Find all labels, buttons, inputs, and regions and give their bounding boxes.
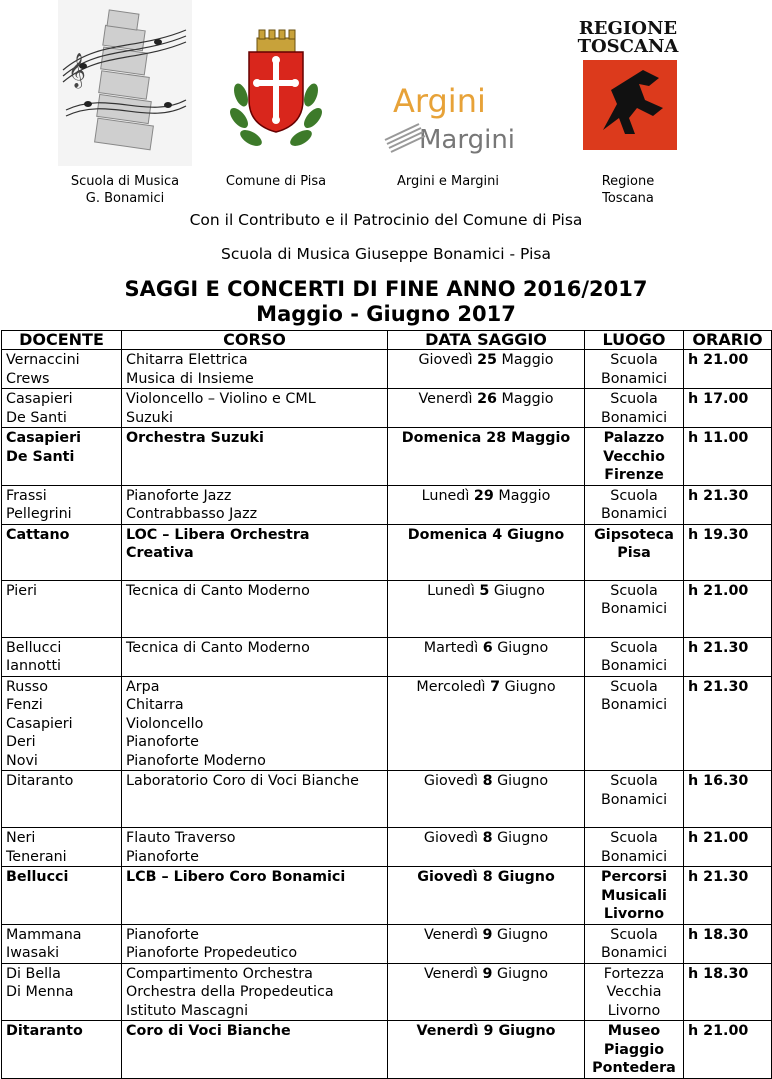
date-month: Giugno bbox=[493, 1023, 556, 1039]
table-row bbox=[2, 485, 772, 524]
date-day: Mercoledì bbox=[416, 678, 491, 695]
orario-cell: h 18.30 bbox=[684, 963, 772, 1021]
corso-cell: Pianoforte Jazz Contrabbasso Jazz bbox=[122, 485, 388, 524]
date-day: Domenica bbox=[407, 526, 493, 543]
school-line: Scuola di Musica Giuseppe Bonamici - Pisa bbox=[221, 245, 551, 263]
orario-cell: h 21.00 bbox=[684, 350, 772, 389]
docente-cell: Ditaranto bbox=[2, 771, 122, 828]
logo-argini-margini bbox=[378, 0, 518, 190]
date-month: Giugno bbox=[492, 639, 549, 656]
data-saggio-cell bbox=[388, 428, 585, 486]
header-corso: CORSO bbox=[122, 331, 388, 350]
date-number: 7 bbox=[490, 678, 501, 695]
orario-cell: h 21.30 bbox=[684, 637, 772, 676]
luogo-cell: Scuola Bonamici bbox=[585, 485, 684, 524]
regione-toscana-logo-icon bbox=[573, 0, 683, 166]
title-sub: Maggio - Giugno 2017 bbox=[256, 302, 516, 326]
schedule-body bbox=[2, 350, 772, 1079]
table-row bbox=[2, 428, 772, 486]
title-main: SAGGI E CONCERTI DI FINE ANNO 2016/2017 bbox=[124, 277, 648, 301]
orario-cell: h 21.30 bbox=[684, 485, 772, 524]
docente-cell: Ditaranto bbox=[2, 1021, 122, 1079]
docente-cell: Cattano bbox=[2, 524, 122, 580]
luogo-cell: Museo Piaggio Pontedera bbox=[585, 1021, 684, 1079]
logo-bonamici bbox=[55, 0, 195, 207]
date-day: Venerdì bbox=[423, 965, 483, 982]
date-day: Giovedì bbox=[418, 352, 478, 368]
date-number: 29 bbox=[473, 487, 494, 504]
date-day: Martedì bbox=[423, 639, 483, 656]
corso-cell: Pianoforte Pianoforte Propedeutico bbox=[122, 924, 388, 963]
date-month: Maggio bbox=[497, 352, 554, 368]
corso-cell: Flauto Traverso Pianoforte bbox=[122, 828, 388, 867]
orario-cell: h 17.00 bbox=[684, 389, 772, 428]
orario-cell: h 21.30 bbox=[684, 676, 772, 771]
data-saggio-cell bbox=[388, 867, 585, 925]
corso-cell: Laboratorio Coro di Voci Bianche bbox=[122, 771, 388, 828]
date-month: Giugno bbox=[502, 526, 565, 543]
corso-cell: Violoncello – Violino e CML Suzuki bbox=[122, 389, 388, 428]
logo-caption: Scuola di Musica G. Bonamici bbox=[70, 174, 180, 206]
date-day: Giovedì bbox=[423, 830, 483, 846]
date-month: Giugno bbox=[492, 869, 555, 885]
luogo-cell: Scuola Bonamici bbox=[585, 924, 684, 963]
table-row bbox=[2, 828, 772, 867]
docente-cell: Neri Tenerani bbox=[2, 828, 122, 867]
table-row bbox=[2, 1021, 772, 1079]
corso-cell: Chitarra Elettrica Musica di Insieme bbox=[122, 350, 388, 389]
data-saggio-cell bbox=[388, 350, 585, 389]
orario-cell: h 18.30 bbox=[684, 924, 772, 963]
date-day: Giovedì bbox=[417, 869, 483, 885]
date-number: 6 bbox=[482, 639, 493, 656]
luogo-cell: Scuola Bonamici bbox=[585, 676, 684, 771]
date-day: Venerdì bbox=[416, 1023, 484, 1039]
date-number: 25 bbox=[477, 352, 498, 368]
logo-strip bbox=[0, 0, 772, 205]
date-day: Venerdì bbox=[423, 926, 483, 943]
luogo-cell: Percorsi Musicali Livorno bbox=[585, 867, 684, 925]
date-month: Maggio bbox=[493, 487, 551, 504]
table-row bbox=[2, 924, 772, 963]
orario-cell: h 21.00 bbox=[684, 1021, 772, 1079]
date-month: Giugno bbox=[492, 965, 549, 982]
luogo-cell: Scuola Bonamici bbox=[585, 637, 684, 676]
orario-cell: h 11.00 bbox=[684, 428, 772, 486]
orario-cell: h 21.30 bbox=[684, 867, 772, 925]
orario-cell: h 21.00 bbox=[684, 828, 772, 867]
date-month: Maggio bbox=[496, 391, 554, 407]
table-row bbox=[2, 963, 772, 1021]
date-day: Giovedì bbox=[423, 773, 483, 789]
date-number: 8 bbox=[482, 830, 493, 846]
docente-cell: Russo Fenzi Casapieri Deri Novi bbox=[2, 676, 122, 771]
schedule-table bbox=[1, 330, 772, 1079]
table-row bbox=[2, 637, 772, 676]
orario-cell: h 16.30 bbox=[684, 771, 772, 828]
docente-cell: Frassi Pellegrini bbox=[2, 485, 122, 524]
table-row bbox=[2, 771, 772, 828]
date-number: 9 bbox=[482, 965, 493, 982]
header-data-saggio: DATA SAGGIO bbox=[388, 331, 585, 350]
data-saggio-cell bbox=[388, 485, 585, 524]
data-saggio-cell bbox=[388, 828, 585, 867]
date-number: 26 bbox=[477, 391, 497, 407]
corso-cell: Compartimento Orchestra Orchestra della Propedeutica Istituto Mascagni bbox=[122, 963, 388, 1021]
docente-cell: Pieri bbox=[2, 580, 122, 637]
date-month: Giugno bbox=[492, 830, 549, 846]
table-row bbox=[2, 350, 772, 389]
luogo-cell: Scuola Bonamici bbox=[585, 771, 684, 828]
corso-cell: Arpa Chitarra Violoncello Pianoforte Pianoforte Moderno bbox=[122, 676, 388, 771]
luogo-cell: Palazzo Vecchio Firenze bbox=[585, 428, 684, 486]
table-row bbox=[2, 580, 772, 637]
table-row bbox=[2, 676, 772, 771]
docente-cell: Vernaccini Crews bbox=[2, 350, 122, 389]
date-number: 5 bbox=[479, 582, 490, 599]
docente-cell: Mammana Iwasaki bbox=[2, 924, 122, 963]
header-luogo: LUOGO bbox=[585, 331, 684, 350]
orario-cell: h 21.00 bbox=[684, 580, 772, 637]
date-month: Giugno bbox=[492, 926, 549, 943]
svg-text:𝄞: 𝄞 bbox=[68, 53, 86, 88]
pisa-coat-of-arms-icon bbox=[221, 0, 331, 166]
data-saggio-cell bbox=[388, 676, 585, 771]
page-title bbox=[0, 277, 772, 327]
corso-cell: Coro di Voci Bianche bbox=[122, 1021, 388, 1079]
logo-caption: Argini e Margini bbox=[396, 174, 499, 189]
date-number: 8 bbox=[482, 773, 493, 789]
argini-logo-text: Argini bbox=[393, 82, 486, 120]
patronage-line: Con il Contributo e il Patrocinio del Comune di Pisa bbox=[189, 211, 583, 229]
data-saggio-cell bbox=[388, 924, 585, 963]
date-month: Giugno bbox=[489, 582, 545, 599]
data-saggio-cell bbox=[388, 524, 585, 580]
date-number: 9 bbox=[483, 1023, 494, 1039]
luogo-cell: Fortezza Vecchia Livorno bbox=[585, 963, 684, 1021]
docente-cell: Bellucci bbox=[2, 867, 122, 925]
date-day: Lunedì bbox=[421, 487, 474, 504]
corso-cell: LOC – Libera Orchestra Creativa bbox=[122, 524, 388, 580]
luogo-cell: Scuola Bonamici bbox=[585, 828, 684, 867]
date-number: 4 bbox=[492, 526, 503, 543]
table-header-row bbox=[2, 331, 772, 350]
toscana-logo-text: TOSCANA bbox=[577, 36, 679, 57]
date-number: 8 bbox=[482, 869, 493, 885]
table-row bbox=[2, 867, 772, 925]
date-month: Maggio bbox=[506, 430, 571, 446]
logo-caption: Comune di Pisa bbox=[225, 174, 327, 189]
data-saggio-cell bbox=[388, 1021, 585, 1079]
corso-cell: LCB – Libero Coro Bonamici bbox=[122, 867, 388, 925]
docente-cell: Casapieri De Santi bbox=[2, 428, 122, 486]
date-number: 28 bbox=[486, 430, 507, 446]
luogo-cell: Gipsoteca Pisa bbox=[585, 524, 684, 580]
bonamici-tower-icon bbox=[58, 0, 192, 166]
data-saggio-cell bbox=[388, 580, 585, 637]
corso-cell: Orchestra Suzuki bbox=[122, 428, 388, 486]
regione-logo-text: REGIONE bbox=[578, 18, 678, 39]
data-saggio-cell bbox=[388, 389, 585, 428]
header-docente: DOCENTE bbox=[2, 331, 122, 350]
argini-margini-logo-icon bbox=[381, 0, 515, 166]
luogo-cell: Scuola Bonamici bbox=[585, 580, 684, 637]
date-number: 9 bbox=[482, 926, 493, 943]
logo-comune-pisa bbox=[216, 0, 336, 190]
header-orario: ORARIO bbox=[684, 331, 772, 350]
data-saggio-cell bbox=[388, 963, 585, 1021]
table-row bbox=[2, 389, 772, 428]
docente-cell: Bellucci Iannotti bbox=[2, 637, 122, 676]
date-day: Domenica bbox=[401, 430, 487, 446]
corso-cell: Tecnica di Canto Moderno bbox=[122, 580, 388, 637]
data-saggio-cell bbox=[388, 771, 585, 828]
date-month: Giugno bbox=[500, 678, 556, 695]
date-day: Lunedì bbox=[427, 582, 480, 599]
date-month: Giugno bbox=[492, 773, 549, 789]
logo-caption: Regione Toscana bbox=[601, 174, 655, 206]
docente-cell: Casapieri De Santi bbox=[2, 389, 122, 428]
docente-cell: Di Bella Di Menna bbox=[2, 963, 122, 1021]
margini-logo-text: Margini bbox=[419, 125, 515, 155]
luogo-cell: Scuola Bonamici bbox=[585, 389, 684, 428]
data-saggio-cell bbox=[388, 637, 585, 676]
table-row bbox=[2, 524, 772, 580]
logo-regione-toscana bbox=[568, 0, 688, 207]
date-day: Venerdì bbox=[418, 391, 478, 407]
orario-cell: h 19.30 bbox=[684, 524, 772, 580]
corso-cell: Tecnica di Canto Moderno bbox=[122, 637, 388, 676]
luogo-cell: Scuola Bonamici bbox=[585, 350, 684, 389]
